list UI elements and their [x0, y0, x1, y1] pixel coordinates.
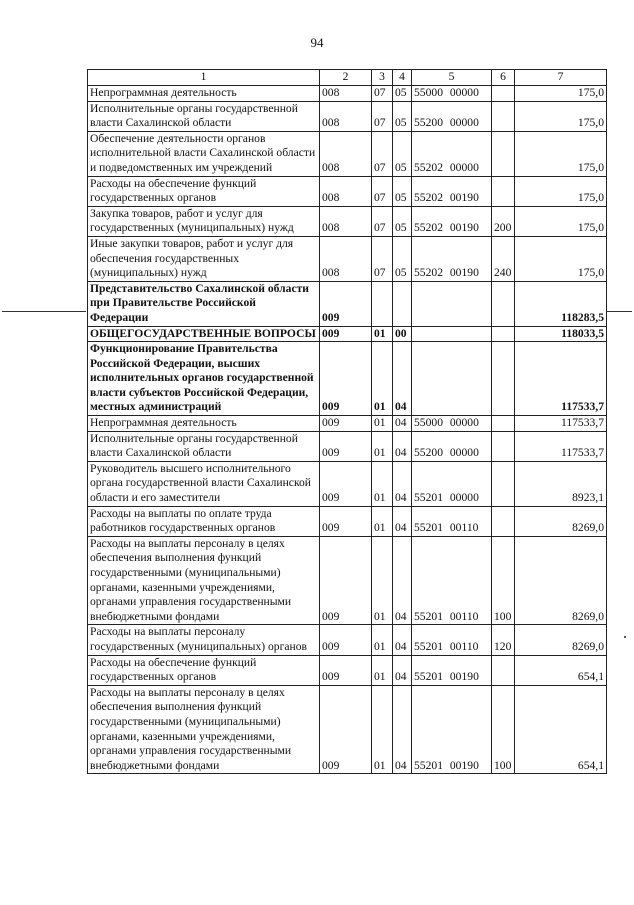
amount: 8269,0 — [515, 536, 607, 625]
expense-type-code — [492, 416, 515, 432]
amount: 175,0 — [515, 131, 607, 176]
subsection-code: 05 — [393, 131, 412, 176]
column-header: 7 — [515, 70, 607, 86]
subsection-code: 04 — [393, 536, 412, 625]
amount: 117533,7 — [515, 416, 607, 432]
subsection-code: 04 — [393, 416, 412, 432]
ministry-code: 009 — [320, 326, 372, 342]
ministry-code: 009 — [320, 416, 372, 432]
expense-type-code — [492, 655, 515, 685]
target-article-code — [412, 342, 492, 416]
ministry-code: 008 — [320, 131, 372, 176]
row-name: Обеспечение деятельности органов исполнительной власти Сахалинской области и подведомственных им учреждений — [88, 131, 320, 176]
target-article-code — [412, 326, 492, 342]
row-name: Расходы на выплаты персоналу в целях обеспечения выполнения функций государственными (муниципальными) органами, казенными учреждениями, органами управления государственными внебюджетными фондами — [88, 536, 320, 625]
target-article-code: 55201 00000 — [412, 461, 492, 506]
target-article-code: 55202 00190 — [412, 206, 492, 236]
subsection-code: 05 — [393, 86, 412, 102]
expense-type-code — [492, 431, 515, 461]
margin-mark — [624, 636, 626, 638]
subsection-code: 05 — [393, 176, 412, 206]
table-row — [88, 536, 607, 625]
row-name: Расходы на обеспечение функций государственных органов — [88, 176, 320, 206]
row-name: ОБЩЕГОСУДАРСТВЕННЫЕ ВОПРОСЫ — [88, 326, 320, 342]
table-row — [88, 342, 607, 416]
column-header: 3 — [372, 70, 393, 86]
expense-type-code: 120 — [492, 625, 515, 655]
section-code: 07 — [372, 206, 393, 236]
amount: 175,0 — [515, 236, 607, 281]
target-article-code: 55201 00190 — [412, 685, 492, 774]
target-article-code: 55201 00190 — [412, 655, 492, 685]
target-article-code: 55202 00190 — [412, 176, 492, 206]
row-name: Иные закупки товаров, работ и услуг для обеспечения государственных (муниципальных) нужд — [88, 236, 320, 281]
section-code: 01 — [372, 431, 393, 461]
row-name: Расходы на выплаты персоналу в целях обеспечения выполнения функций государственными (муниципальными) органами, казенными учреждениями, органами управления государственными внебюджетными фондами — [88, 685, 320, 774]
expense-type-code: 100 — [492, 536, 515, 625]
expense-type-code: 100 — [492, 685, 515, 774]
row-name: Расходы на выплаты персоналу государственных (муниципальных) органов — [88, 625, 320, 655]
strike-line-right — [606, 311, 632, 312]
section-code: 01 — [372, 326, 393, 342]
target-article-code: 55200 00000 — [412, 101, 492, 131]
row-name: Расходы на выплаты по оплате труда работников государственных органов — [88, 506, 320, 536]
amount: 654,1 — [515, 655, 607, 685]
subsection-code: 04 — [393, 655, 412, 685]
section-code: 01 — [372, 536, 393, 625]
target-article-code: 55200 00000 — [412, 431, 492, 461]
amount: 8923,1 — [515, 461, 607, 506]
section-code: 01 — [372, 461, 393, 506]
row-name: Непрограммная деятельность — [88, 86, 320, 102]
ministry-code: 009 — [320, 506, 372, 536]
subsection-code: 04 — [393, 461, 412, 506]
ministry-code: 009 — [320, 685, 372, 774]
target-article-code: 55000 00000 — [412, 86, 492, 102]
section-code: 01 — [372, 655, 393, 685]
column-header: 4 — [393, 70, 412, 86]
ministry-code: 008 — [320, 236, 372, 281]
ministry-code: 008 — [320, 101, 372, 131]
row-name: Руководитель высшего исполнительного органа государственной власти Сахалинской области и его заместители — [88, 461, 320, 506]
table-row — [88, 176, 607, 206]
table-row — [88, 101, 607, 131]
column-header: 2 — [320, 70, 372, 86]
expense-type-code — [492, 506, 515, 536]
amount: 118283,5 — [515, 281, 607, 326]
ministry-code: 008 — [320, 176, 372, 206]
section-code — [372, 281, 393, 326]
ministry-code: 009 — [320, 655, 372, 685]
amount: 654,1 — [515, 685, 607, 774]
section-code: 07 — [372, 236, 393, 281]
subsection-code: 04 — [393, 625, 412, 655]
table-row — [88, 416, 607, 432]
section-code: 07 — [372, 131, 393, 176]
budget-table — [87, 69, 607, 774]
expense-type-code — [492, 461, 515, 506]
section-code: 01 — [372, 416, 393, 432]
subsection-code — [393, 281, 412, 326]
target-article-code — [412, 281, 492, 326]
ministry-code: 009 — [320, 461, 372, 506]
column-header: 5 — [412, 70, 492, 86]
section-code: 01 — [372, 685, 393, 774]
amount: 117533,7 — [515, 342, 607, 416]
table-row — [88, 86, 607, 102]
target-article-code: 55201 00110 — [412, 506, 492, 536]
section-code: 07 — [372, 86, 393, 102]
section-code: 07 — [372, 101, 393, 131]
row-name: Закупка товаров, работ и услуг для государственных (муниципальных) нужд — [88, 206, 320, 236]
table-row — [88, 326, 607, 342]
subsection-code: 05 — [393, 206, 412, 236]
row-name: Функционирование Правительства Российской Федерации, высших исполнительных органов государственной власти субъектов Российской Федерации, местных администраций — [88, 342, 320, 416]
amount: 117533,7 — [515, 431, 607, 461]
expense-type-code: 240 — [492, 236, 515, 281]
row-name: Представительство Сахалинской области при Правительстве Российской Федерации — [88, 281, 320, 326]
subsection-code: 04 — [393, 342, 412, 416]
subsection-code: 05 — [393, 236, 412, 281]
section-code: 01 — [372, 506, 393, 536]
table-row — [88, 506, 607, 536]
column-header-row — [88, 70, 607, 86]
target-article-code: 55201 00110 — [412, 536, 492, 625]
table-row — [88, 625, 607, 655]
amount: 175,0 — [515, 86, 607, 102]
expense-type-code — [492, 342, 515, 416]
target-article-code: 55202 00190 — [412, 236, 492, 281]
table-row — [88, 236, 607, 281]
expense-type-code — [492, 101, 515, 131]
target-article-code: 55000 00000 — [412, 416, 492, 432]
amount: 8269,0 — [515, 506, 607, 536]
table-row — [88, 655, 607, 685]
section-code: 01 — [372, 342, 393, 416]
expense-type-code: 200 — [492, 206, 515, 236]
strike-line-left — [2, 311, 86, 312]
target-article-code: 55202 00000 — [412, 131, 492, 176]
ministry-code: 008 — [320, 206, 372, 236]
amount: 175,0 — [515, 101, 607, 131]
table-row — [88, 685, 607, 774]
subsection-code: 04 — [393, 685, 412, 774]
ministry-code: 009 — [320, 431, 372, 461]
amount: 175,0 — [515, 176, 607, 206]
expense-type-code — [492, 326, 515, 342]
column-header: 6 — [492, 70, 515, 86]
section-code: 07 — [372, 176, 393, 206]
subsection-code: 05 — [393, 101, 412, 131]
table-row — [88, 431, 607, 461]
expense-type-code — [492, 176, 515, 206]
row-name: Расходы на обеспечение функций государственных органов — [88, 655, 320, 685]
subsection-code: 00 — [393, 326, 412, 342]
amount: 8269,0 — [515, 625, 607, 655]
ministry-code: 009 — [320, 625, 372, 655]
table-row — [88, 131, 607, 176]
row-name: Непрограммная деятельность — [88, 416, 320, 432]
row-name: Исполнительные органы государственной власти Сахалинской области — [88, 101, 320, 131]
amount: 175,0 — [515, 206, 607, 236]
expense-type-code — [492, 281, 515, 326]
amount: 118033,5 — [515, 326, 607, 342]
target-article-code: 55201 00110 — [412, 625, 492, 655]
ministry-code: 009 — [320, 281, 372, 326]
ministry-code: 009 — [320, 342, 372, 416]
budget-table-body — [88, 70, 607, 774]
ministry-code: 009 — [320, 536, 372, 625]
ministry-code: 008 — [320, 86, 372, 102]
table-row — [88, 281, 607, 326]
column-header: 1 — [88, 70, 320, 86]
subsection-code: 04 — [393, 431, 412, 461]
section-code: 01 — [372, 625, 393, 655]
row-name: Исполнительные органы государственной власти Сахалинской области — [88, 431, 320, 461]
subsection-code: 04 — [393, 506, 412, 536]
expense-type-code — [492, 86, 515, 102]
table-row — [88, 206, 607, 236]
expense-type-code — [492, 131, 515, 176]
table-row — [88, 461, 607, 506]
page-number: 94 — [310, 35, 324, 50]
